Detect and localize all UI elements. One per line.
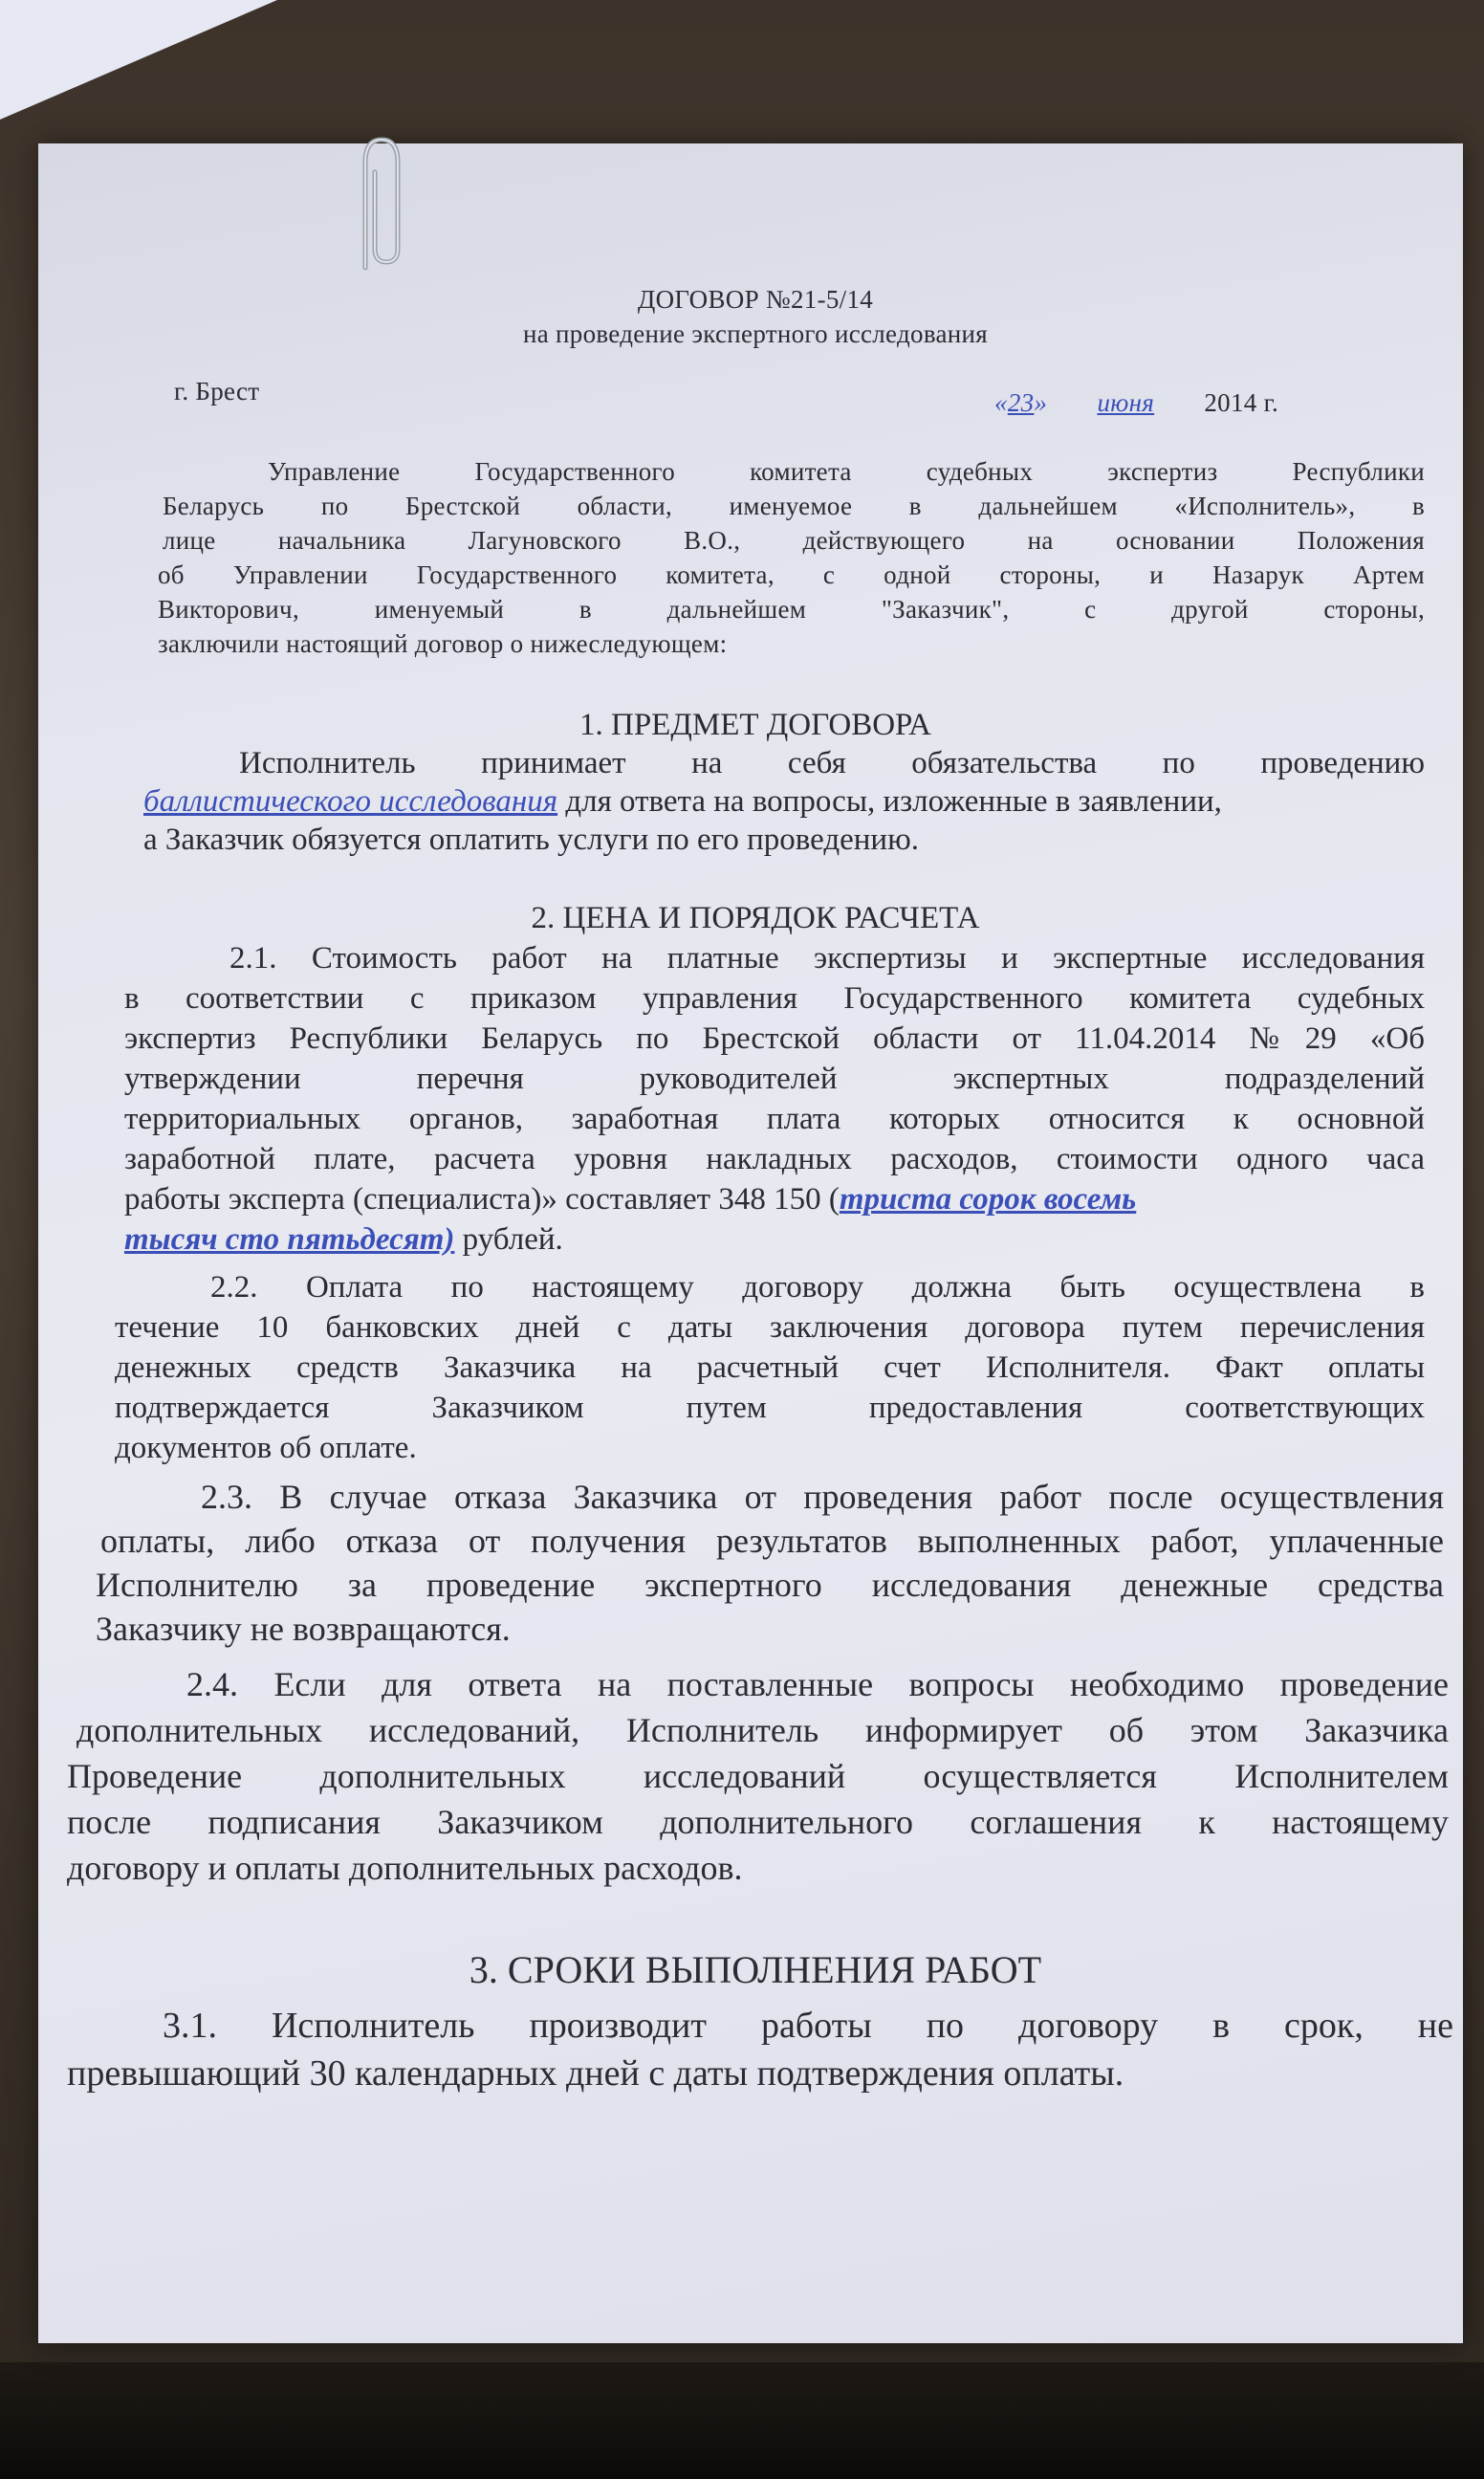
handwritten-amount-words-2: тысяч сто пятьдесят)	[124, 1222, 455, 1257]
clause-2-3-line: Исполнителю за проведение экспертного исследования денежные средства	[96, 1566, 1444, 1604]
section1-line: а Заказчик обязуется оплатить услуги по его проведению.	[143, 823, 919, 857]
clause-2-1-line	[124, 1222, 563, 1258]
clause-2-4-line: 2.4. Если для ответа на поставленные вопросы необходимо проведение	[186, 1665, 1449, 1703]
document-date	[994, 388, 1278, 418]
clause-2-1-line: заработной плате, расчета уровня накладных расходов, стоимости одного часа	[124, 1142, 1425, 1176]
clause-2-1-line-start: работы эксперта (специалиста)» составляет 348 150 (	[124, 1182, 840, 1217]
section1-line-rest: для ответа на вопросы, изложенные в заявлении,	[557, 784, 1222, 819]
preamble-line: Викторович, именуемый в дальнейшем "Заказчик", с другой стороны,	[158, 595, 1425, 624]
section1-heading: 1. ПРЕДМЕТ ДОГОВОРА	[579, 708, 931, 742]
handwritten-amount-words: триста сорок восемь	[839, 1182, 1137, 1217]
date-day: 23	[1007, 388, 1035, 417]
section1-line	[143, 784, 1425, 820]
clause-2-1-line	[124, 1182, 1425, 1218]
clause-2-1-line: в соответствии с приказом управления Государственного комитета судебных	[124, 981, 1425, 1016]
clause-2-1-line: 2.1. Стоимость работ на платные экспертизы и экспертные исследования	[229, 941, 1425, 976]
clause-2-4-line: Проведение дополнительных исследований осуществляется Исполнителем	[67, 1757, 1449, 1795]
clause-2-3-line: 2.3. В случае отказа Заказчика от проведения работ после осуществления	[201, 1478, 1444, 1516]
background-paper-corner	[0, 0, 277, 120]
preamble-line: Беларусь по Брестской области, именуемое в дальнейшем «Исполнитель», в	[163, 492, 1425, 520]
preamble-line: лице начальника Лагуновского В.О., действующего на основании Положения	[163, 526, 1425, 555]
clause-2-1-line: территориальных органов, заработная плата которых относится к основной	[124, 1102, 1425, 1136]
amount-currency: рублей.	[454, 1222, 563, 1257]
desk-edge	[0, 2362, 1484, 2479]
paperclip-icon	[352, 134, 411, 277]
clause-2-2-line: 2.2. Оплата по настоящему договору должна быть осуществлена в	[210, 1270, 1425, 1305]
date-month: июня	[1097, 388, 1155, 417]
document-subtitle: на проведение экспертного исследования	[522, 319, 989, 348]
clause-2-4-line: договору и оплаты дополнительных расходов.	[67, 1849, 743, 1887]
clause-3-1-line: превышающий 30 календарных дней с даты подтверждения оплаты.	[67, 2053, 1124, 2094]
date-year: 2014 г.	[1204, 388, 1278, 417]
clause-2-3-line: оплаты, либо отказа от получения результатов выполненных работ, уплаченные	[100, 1522, 1444, 1560]
date-open-quote: «	[994, 388, 1008, 417]
handwritten-subject: баллистического исследования	[143, 784, 558, 819]
clause-2-4-line: дополнительных исследований, Исполнитель информирует об этом Заказчика	[76, 1711, 1449, 1749]
preamble-line: Управление Государственного комитета судебных экспертиз Республики	[268, 457, 1425, 486]
clause-2-1-line: экспертиз Республики Беларусь по Брестской области от 11.04.2014 №29 «Об	[124, 1021, 1425, 1056]
preamble-line: заключили настоящий договор о нижеследующем:	[158, 629, 728, 658]
clause-2-3-line: Заказчику не возвращаются.	[96, 1610, 511, 1648]
clause-2-2-line: денежных средств Заказчика на расчетный счет Исполнителя. Факт оплаты	[115, 1350, 1425, 1385]
document-city: г. Брест	[174, 377, 260, 406]
clause-2-1-line: утверждении перечня руководителей экспертных подразделений	[124, 1062, 1425, 1096]
section1-line: Исполнитель принимает на себя обязательства по проведению	[239, 746, 1425, 780]
section2-heading: 2. ЦЕНА И ПОРЯДОК РАСЧЕТА	[531, 901, 980, 935]
clause-2-4-line: после подписания Заказчиком дополнительного соглашения к настоящему	[67, 1803, 1449, 1841]
preamble-line: об Управлении Государственного комитета, с одной стороны, и Назарук Артем	[158, 560, 1425, 589]
clause-2-2-line: течение 10 банковских дней с даты заключения договора путем перечисления	[115, 1310, 1425, 1345]
clause-3-1-line: 3.1. Исполнитель производит работы по договору в срок, не	[163, 2006, 1453, 2046]
date-close-quote: »	[1034, 388, 1048, 417]
clause-2-2-line: документов об оплате.	[115, 1431, 417, 1465]
section3-heading: 3. СРОКИ ВЫПОЛНЕНИЯ РАБОТ	[469, 1948, 1042, 1991]
document-title: ДОГОВОР №21-5/14	[637, 285, 874, 314]
clause-2-2-line: подтверждается Заказчиком путем предоставления соответствующих	[115, 1391, 1425, 1425]
